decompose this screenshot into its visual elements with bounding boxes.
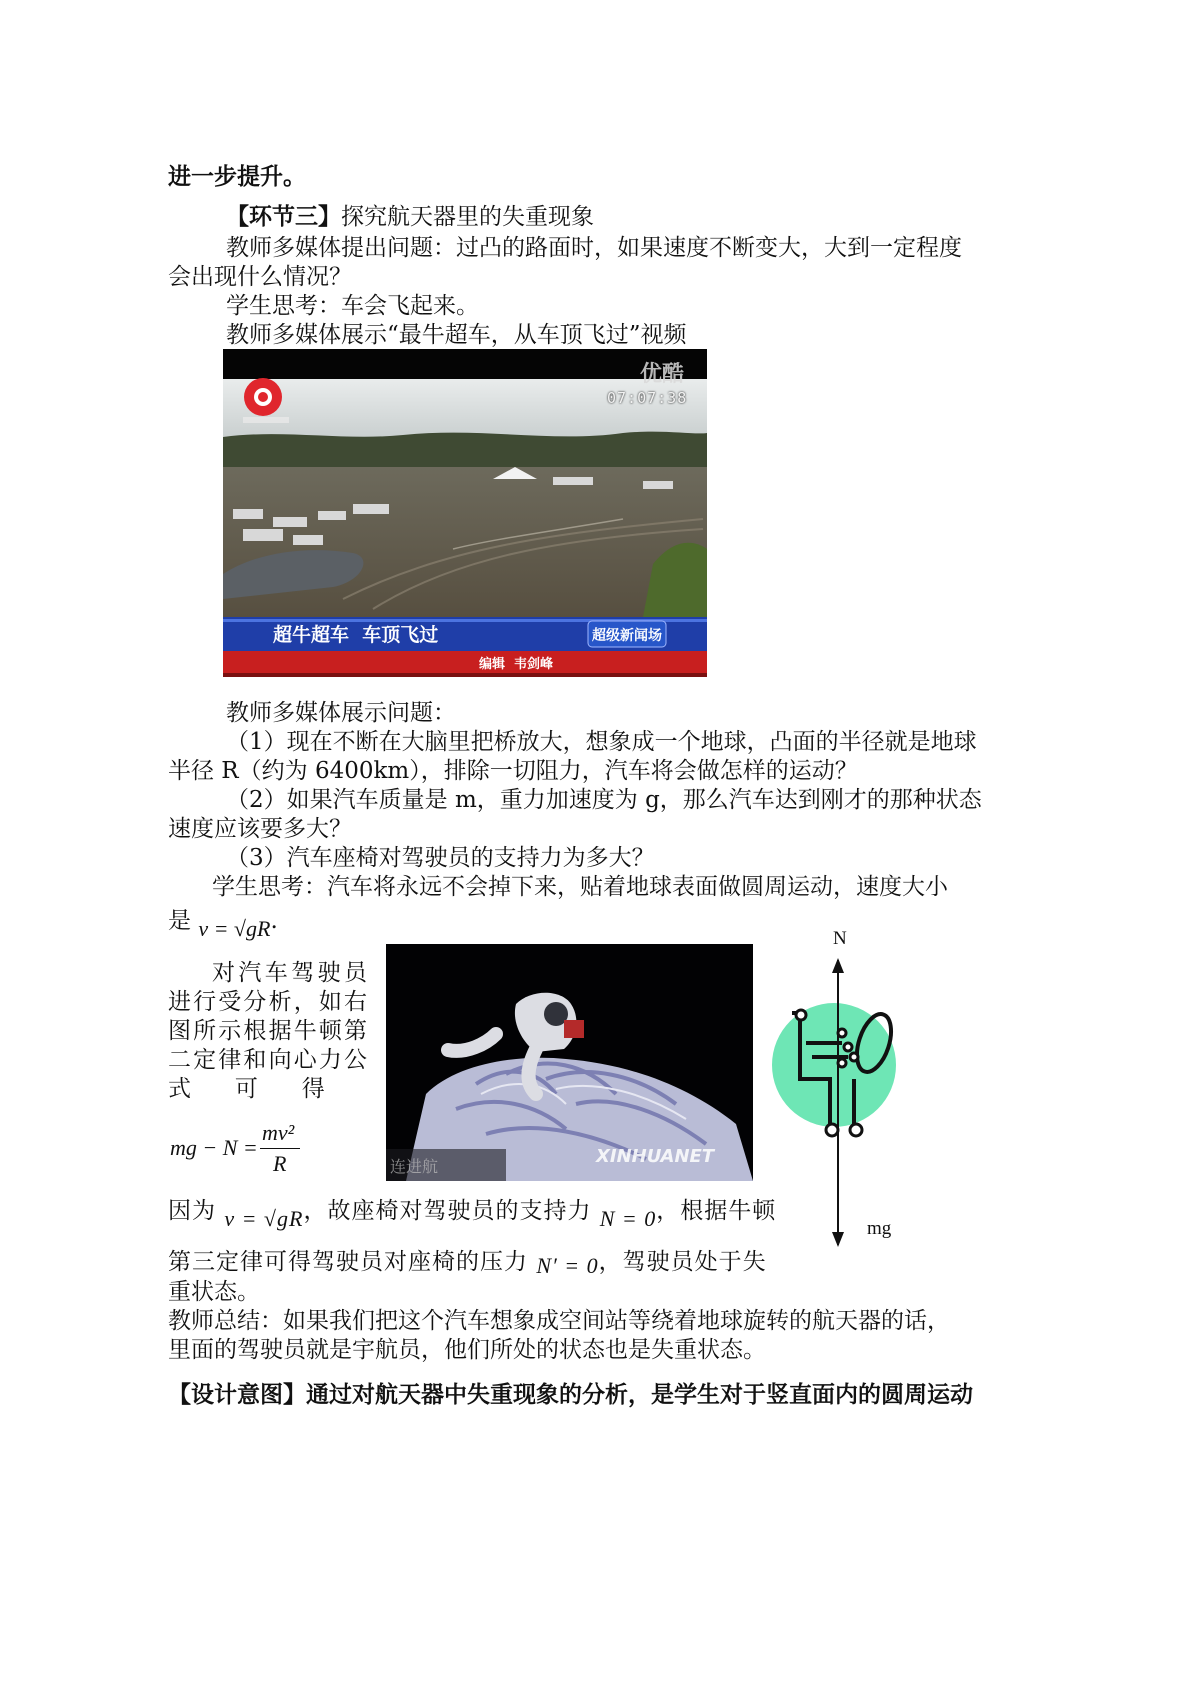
support-force-formula: N = 0 — [599, 1206, 657, 1231]
gravity-arrow — [832, 1232, 844, 1247]
questions-intro: 教师多媒体展示问题： — [226, 700, 456, 726]
section-title: 探究航天器里的失重现象 — [341, 204, 594, 230]
question-1-line1: （1）现在不断在大脑里把桥放大，想象成一个地球，凸面的半径就是地球 — [226, 729, 977, 755]
video-program-logo: 超级新闻场 — [592, 628, 662, 644]
section-heading — [226, 202, 594, 233]
because-velocity-formula: v = √gR — [224, 1206, 304, 1231]
teacher-question-line1: 教师多媒体提出问题：过凸的路面时，如果速度不断变大，大到一定程度 — [226, 235, 962, 261]
equation-numerator: mv² — [262, 1120, 295, 1145]
analysis-line2: 进行受分析，如右 — [168, 989, 367, 1015]
design-intent — [168, 1380, 973, 1411]
photo-caption-right: XINHUANET — [596, 1146, 715, 1167]
student-think-2-suffix: . — [270, 908, 278, 934]
video-intro: 教师多媒体展示“最牛超车，从车顶飞过”视频 — [226, 322, 687, 348]
video-banner: 超牛超车 车顶飞过 — [273, 624, 439, 646]
summary-line2: 里面的驾驶员就是宇航员，他们所处的状态也是失重状态。 — [168, 1337, 766, 1363]
question-2-line1: （2）如果汽车质量是 m，重力加速度为 g，那么汽车达到刚才的那种状态 — [226, 787, 982, 813]
gravity-label: mg — [867, 1218, 892, 1239]
photo-caption-left: 连进航 — [390, 1157, 439, 1176]
because-line — [168, 1195, 777, 1231]
third-law-prefix: 第三定律可得驾驶员对座椅的压力 — [168, 1249, 528, 1275]
equation-lhs: mg − N = — [170, 1135, 258, 1160]
question-3: （3）汽车座椅对驾驶员的支持力为多大？ — [226, 845, 655, 871]
summary-line1: 教师总结：如果我们把这个汽车想象成空间站等绕着地球旋转的航天器的话， — [168, 1308, 950, 1334]
design-intent-tag: 【设计意图】 — [168, 1382, 306, 1408]
section-tag: 【环节三】 — [226, 204, 341, 230]
force-diagram-svg — [770, 925, 910, 1255]
normal-force-arrow — [832, 958, 844, 973]
force-diagram — [770, 925, 910, 1255]
video-frame — [223, 349, 707, 677]
analysis-line4: 二定律和向心力公 — [168, 1047, 367, 1073]
pressure-formula: N′ = 0 — [536, 1253, 599, 1278]
student-think-2-prefix: 是 — [168, 908, 191, 934]
analysis-line3: 图所示根据牛顿第 — [168, 1018, 367, 1044]
fraction-bar — [260, 1148, 300, 1149]
because-prefix: 因为 — [168, 1198, 216, 1224]
third-law-line — [168, 1246, 767, 1278]
newton-equation — [170, 1120, 310, 1180]
normal-force-label: N — [833, 928, 847, 949]
top-line: 进一步提升。 — [168, 164, 306, 190]
video-watermark: 优酷 — [640, 362, 685, 387]
because-middle: ，故座椅对驾驶员的支持力 — [303, 1198, 592, 1224]
equation-denominator: R — [273, 1151, 287, 1176]
student-think-2-line1: 学生思考：汽车将永远不会掉下来，贴着地球表面做圆周运动，速度大小 — [212, 874, 948, 900]
analysis-line1: 对汽车驾驶员 — [212, 960, 367, 986]
velocity-formula: v = √gR — [198, 916, 271, 941]
video-editor: 编辑 韦剑峰 — [479, 657, 554, 672]
because-suffix: ，根据牛顿 — [656, 1198, 777, 1224]
video-timecode: 07:07:38 — [607, 389, 688, 407]
student-think-1: 学生思考：车会飞起来。 — [226, 293, 479, 319]
student-think-2-line2 — [168, 905, 278, 941]
weightless-state: 重状态。 — [168, 1279, 260, 1305]
design-intent-text: 通过对航天器中失重现象的分析，是学生对于竖直面内的圆周运动 — [306, 1382, 973, 1408]
third-law-suffix: ，驾驶员处于失 — [598, 1249, 767, 1275]
astronaut-photo — [386, 944, 753, 1181]
teacher-question-line2: 会出现什么情况？ — [168, 264, 352, 290]
question-1-line2: 半径 R（约为 6400km），排除一切阻力，汽车将会做怎样的运动？ — [168, 758, 858, 784]
question-2-line2: 速度应该要多大？ — [168, 816, 352, 842]
analysis-line5: 式 可 得 — [168, 1076, 325, 1102]
